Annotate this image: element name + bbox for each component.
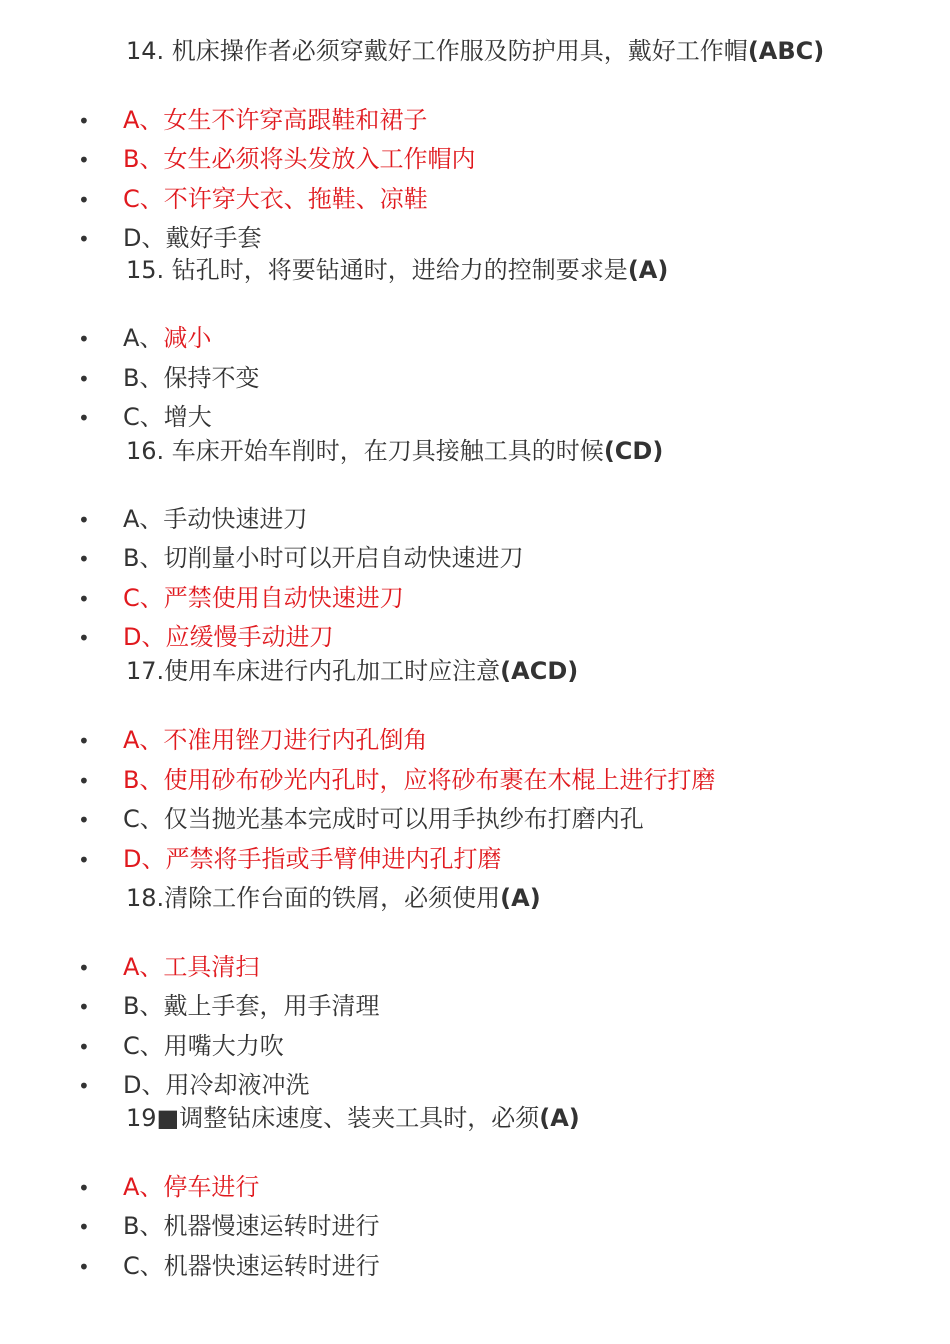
option-letter: D、 [123, 845, 166, 873]
question-14-title [126, 36, 824, 66]
option-letter: A、 [123, 324, 164, 352]
bullet-icon: • [78, 1035, 90, 1059]
bullet-icon: • [78, 729, 90, 753]
option-text: 应缓慢手动进刀 [165, 623, 334, 651]
question-text: 调整钻床速度、装夹工具时，必须 [179, 1104, 540, 1132]
option-item [78, 1211, 379, 1242]
option-text: 减小 [163, 324, 212, 352]
question-number: 17. [126, 657, 165, 685]
question-16-title [126, 436, 663, 466]
question-text: 机床操作者必须穿戴好工作服及防护用具，戴好工作帽 [164, 37, 748, 65]
option-item [78, 1070, 309, 1101]
question-text: 使用车床进行内孔加工时应注意 [164, 657, 501, 685]
option-letter: B、 [123, 992, 164, 1020]
option-text: 不准用锉刀进行内孔倒角 [163, 726, 428, 754]
option-letter: A、 [123, 726, 164, 754]
option-letter: B、 [123, 766, 164, 794]
bullet-icon: • [78, 547, 90, 571]
option-text: 不许穿大衣、拖鞋、凉鞋 [163, 185, 428, 213]
bullet-icon: • [78, 995, 90, 1019]
option-item [78, 991, 379, 1022]
bullet-icon: • [78, 956, 90, 980]
option-item [78, 504, 307, 535]
option-letter: A、 [123, 953, 164, 981]
option-text: 严禁使用自动快速进刀 [163, 584, 404, 612]
option-letter: C、 [123, 185, 164, 213]
question-number: 15. [126, 256, 165, 284]
option-letter: A、 [123, 505, 164, 533]
question-number: 14. [126, 37, 165, 65]
option-letter: A、 [123, 1173, 164, 1201]
option-item [78, 804, 644, 835]
option-text: 戴上手套，用手清理 [163, 992, 380, 1020]
question-answer: (ACD) [500, 657, 579, 685]
option-text: 用冷却液冲洗 [165, 1071, 310, 1099]
bullet-icon: • [78, 367, 90, 391]
question-answer: (A) [500, 884, 541, 912]
option-item [78, 1251, 380, 1282]
question-19-title [126, 1103, 580, 1133]
option-letter: C、 [123, 805, 164, 833]
question-15-title [126, 255, 668, 285]
option-letter: D、 [123, 224, 166, 252]
bullet-icon: • [78, 508, 90, 532]
option-letter: D、 [123, 623, 166, 651]
option-text: 使用砂布砂光内孔时，应将砂布裹在木棍上进行打磨 [163, 766, 716, 794]
option-letter: A、 [123, 106, 164, 134]
option-item [78, 144, 475, 175]
question-number: 18. [126, 884, 165, 912]
bullet-icon: • [78, 808, 90, 832]
bullet-icon: • [78, 1255, 90, 1279]
option-item [78, 765, 715, 796]
option-item [78, 622, 333, 653]
bullet-icon: • [78, 848, 90, 872]
option-item [78, 363, 259, 394]
option-letter: C、 [123, 584, 164, 612]
option-item [78, 323, 211, 354]
option-text: 机器慢速运转时进行 [163, 1212, 380, 1240]
option-item [78, 105, 427, 136]
option-text: 工具清扫 [163, 953, 260, 981]
option-item [78, 184, 428, 215]
option-text: 严禁将手指或手臂伸进内孔打磨 [165, 845, 502, 873]
bullet-icon: • [78, 1215, 90, 1239]
question-number: 16. [126, 437, 165, 465]
option-text: 戴好手套 [165, 224, 262, 252]
question-answer: (A) [539, 1104, 580, 1132]
bullet-icon: • [78, 327, 90, 351]
option-item [78, 583, 404, 614]
bullet-icon: • [78, 587, 90, 611]
option-text: 女生不许穿高跟鞋和裙子 [163, 106, 428, 134]
option-letter: B、 [123, 544, 164, 572]
question-answer: (ABC) [747, 37, 825, 65]
question-17-title [126, 656, 578, 686]
option-letter: C、 [123, 1252, 164, 1280]
option-text: 停车进行 [163, 1173, 260, 1201]
option-item [78, 402, 212, 433]
bullet-icon: • [78, 148, 90, 172]
option-text: 增大 [163, 403, 212, 431]
option-text: 女生必须将头发放入工作帽内 [163, 145, 476, 173]
bullet-icon: • [78, 626, 90, 650]
bullet-icon: • [78, 227, 90, 251]
bullet-icon: • [78, 769, 90, 793]
bullet-icon: • [78, 188, 90, 212]
option-letter: B、 [123, 364, 164, 392]
question-answer: (A) [627, 256, 669, 284]
option-item [78, 1031, 284, 1062]
option-text: 切削量小时可以开启自动快速进刀 [163, 544, 524, 572]
bullet-icon: • [78, 109, 90, 133]
option-item [78, 844, 501, 875]
option-item [78, 725, 427, 756]
option-text: 用嘴大力吹 [163, 1032, 284, 1060]
option-text: 仅当抛光基本完成时可以用手执纱布打磨内孔 [163, 805, 644, 833]
option-letter: B、 [123, 1212, 164, 1240]
option-letter: C、 [123, 1032, 164, 1060]
option-letter: B、 [123, 145, 164, 173]
option-text: 保持不变 [163, 364, 260, 392]
bullet-icon: • [78, 1176, 90, 1200]
option-text: 机器快速运转时进行 [163, 1252, 380, 1280]
option-item [78, 543, 523, 574]
question-18-title [126, 883, 541, 913]
option-letter: D、 [123, 1071, 166, 1099]
question-number: 19■ [126, 1104, 180, 1132]
bullet-icon: • [78, 1074, 90, 1098]
option-item [78, 952, 259, 983]
question-answer: (CD) [603, 437, 664, 465]
option-item [78, 1172, 259, 1203]
option-letter: C、 [123, 403, 164, 431]
option-text: 手动快速进刀 [163, 505, 308, 533]
bullet-icon: • [78, 406, 90, 430]
question-text: 清除工作台面的铁屑，必须使用 [164, 884, 501, 912]
question-text: 车床开始车削时，在刀具接触工具的时候 [164, 437, 604, 465]
question-text: 钻孔时，将要钻通时，进给力的控制要求是 [164, 256, 628, 284]
option-item [78, 223, 261, 254]
